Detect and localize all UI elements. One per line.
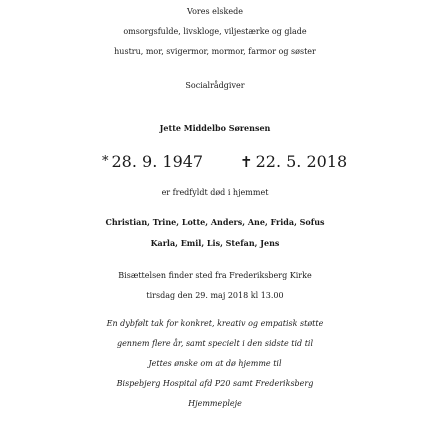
thanks-line-2: gennem flere år, samt specielt i den sidste tid til (116, 339, 314, 348)
life-dates (0, 152, 430, 172)
thanks-line-5: Hjemmepleje (188, 399, 242, 408)
death-date: 22. 5. 2018 (255, 152, 348, 171)
death-note: er fredfyldt død i hjemmet (161, 188, 269, 197)
birth-date: 28. 9. 1947 (111, 152, 204, 171)
deceased-name: Jette Middelbo Sørensen (159, 123, 271, 133)
profession: Socialrådgiver (185, 81, 245, 90)
death-cross-icon: ✝ (240, 153, 253, 171)
thanks-line-3: Jettes ønske om at dø hjemme til (148, 359, 282, 368)
intro-line-3: hustru, mor, svigermor, mormor, farmor og søster (114, 47, 316, 56)
birth-date-group (102, 152, 203, 171)
thanks-line-4: Bispebjerg Hospital afd P20 samt Frederiksberg (116, 379, 314, 388)
family-line-1: Christian, Trine, Lotte, Anders, Ane, Frida, Sofus (105, 217, 325, 227)
birth-star-icon: * (102, 154, 109, 169)
intro-line-1: Vores elskede (187, 7, 243, 16)
death-date-group (240, 152, 347, 172)
intro-line-2: omsorgsfulde, livskloge, viljestærke og glade (123, 27, 307, 36)
thanks-line-1: En dybfølt tak for konkret, kreativ og empatisk støtte (106, 319, 324, 328)
funeral-line-2: tirsdag den 29. maj 2018 kl 13.00 (146, 291, 284, 300)
family-line-2: Karla, Emil, Lis, Stefan, Jens (150, 238, 280, 248)
funeral-line-1: Bisættelsen finder sted fra Frederiksberg Kirke (118, 271, 312, 280)
